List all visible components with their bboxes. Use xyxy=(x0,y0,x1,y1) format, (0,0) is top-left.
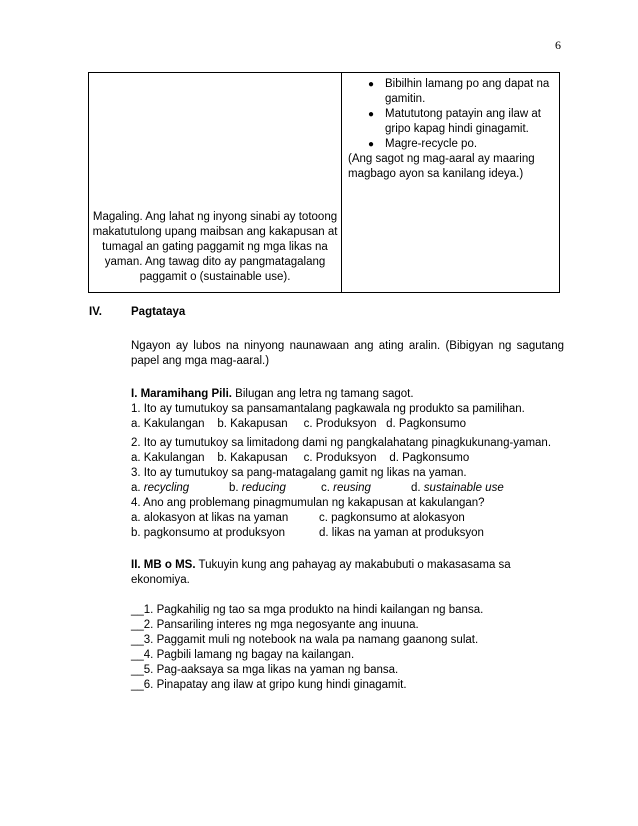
option: b. pagkonsumo at produksyon xyxy=(131,527,286,539)
question-3: 3. Ito ay tumutukoy sa pang-matagalang gamit ng likas na yaman. xyxy=(131,467,467,479)
question-4: 4. Ano ang problemang pinagmumulan ng kakapusan at kakulangan? xyxy=(131,497,485,509)
part1-instruction: Bilugan ang letra ng tamang sagot. xyxy=(231,388,414,400)
bullet-icon: ● xyxy=(368,79,375,90)
list-item: __5. Pag-aaksaya sa mga likas na yaman ng bansa. xyxy=(131,664,399,676)
student-answers-cell xyxy=(342,73,560,293)
bullet-icon: ● xyxy=(368,139,375,150)
section-heading xyxy=(89,305,564,321)
option-word: recycling xyxy=(143,482,190,494)
option xyxy=(229,481,321,496)
option: a. alokasyon at likas na yaman xyxy=(131,512,289,524)
part2-items xyxy=(131,603,564,693)
option-word: reusing xyxy=(333,482,371,494)
option xyxy=(131,481,229,496)
section-intro: Ngayon ay lubos na ninyong naunawaan ang ating aralin. (Bibigyan ng sagutang papel ang mga mag-aaral.) xyxy=(131,340,564,367)
option-letter: c. xyxy=(321,482,334,494)
list-item xyxy=(364,137,555,152)
answer-text: Bibilhin lamang po ang dapat na gamitin. xyxy=(385,78,550,105)
question-3-options xyxy=(131,481,564,496)
option xyxy=(321,481,411,496)
section-numeral: IV. xyxy=(89,306,103,318)
list-item: __1. Pagkahilig ng tao sa mga produkto na hindi kailangan ng bansa. xyxy=(131,604,484,616)
question-2: 2. Ito ay tumutukoy sa limitadong dami ng pangkalahatang pinagkukunang-yaman. xyxy=(131,437,552,449)
option-letter: d. xyxy=(411,482,424,494)
part2-heading xyxy=(131,558,564,588)
option: d. likas na yaman at produksyon xyxy=(319,527,484,539)
answer-note: (Ang sagot ng mag-aaral ay maaring magbago ayon sa kanilang ideya.) xyxy=(348,153,535,180)
question-1-options xyxy=(131,417,564,432)
list-item: __4. Pagbili lamang ng bagay na kailangan. xyxy=(131,649,355,661)
question-2-options xyxy=(131,451,564,466)
question-4-options-row1 xyxy=(131,511,564,526)
part1-heading xyxy=(131,387,564,402)
part1-title: I. Maramihang Pili. xyxy=(131,388,232,400)
part2-instruction: Tukuyin kung ang pahayag ay makabubuti o makasasama sa ekonomiya. xyxy=(131,559,511,586)
section-title: Pagtataya xyxy=(131,306,186,318)
option-word: reducing xyxy=(241,482,286,494)
option: d. Pagkonsumo xyxy=(386,418,467,430)
answer-text: Matututong patayin ang ilaw at gripo kapag hindi ginagamit. xyxy=(385,108,541,135)
question-4-options-row2 xyxy=(131,526,564,541)
table-row xyxy=(89,73,560,293)
option: a. Kakulangan xyxy=(131,418,205,430)
lesson-table xyxy=(88,72,560,293)
answer-text: Magre-recycle po. xyxy=(385,138,478,150)
list-item xyxy=(364,77,555,107)
option: b. Kakapusan xyxy=(217,452,288,464)
option: a. Kakulangan xyxy=(131,452,205,464)
option-letter: a. xyxy=(131,482,144,494)
list-item: __2. Pansariling interes ng mga negosyante ang inuuna. xyxy=(131,619,419,631)
option: b. Kakapusan xyxy=(217,418,288,430)
teacher-statement: Magaling. Ang lahat ng inyong sinabi ay totoong makatutulong upang maibsan ang kakapusan at tumagal an gating paggamit ng mga likas na yaman. Ang tawag dito ay pangmatagalang paggamit o (sustainable use). xyxy=(92,211,338,283)
answer-list xyxy=(348,77,555,152)
bullet-icon: ● xyxy=(368,109,375,120)
teacher-statement-cell xyxy=(89,73,342,293)
option: d. Pagkonsumo xyxy=(389,452,470,464)
option xyxy=(411,481,504,496)
section-body xyxy=(131,339,564,693)
option: c. Produksyon xyxy=(303,452,377,464)
question-1: 1. Ito ay tumutukoy sa pansamantalang pagkawala ng produkto sa pamilihan. xyxy=(131,403,525,415)
part2-title: II. MB o MS. xyxy=(131,559,196,571)
assessment-section xyxy=(89,305,564,693)
list-item: __3. Paggamit muli ng notebook na wala pa namang gaanong sulat. xyxy=(131,634,479,646)
list-item: __6. Pinapatay ang ilaw at gripo kung hindi ginagamit. xyxy=(131,679,407,691)
option-word: sustainable use xyxy=(423,482,504,494)
option-letter: b. xyxy=(229,482,242,494)
option: c. pagkonsumo at alokasyon xyxy=(319,512,465,524)
page-number: 6 xyxy=(555,38,561,52)
list-item xyxy=(364,107,555,137)
option: c. Produksyon xyxy=(303,418,377,430)
